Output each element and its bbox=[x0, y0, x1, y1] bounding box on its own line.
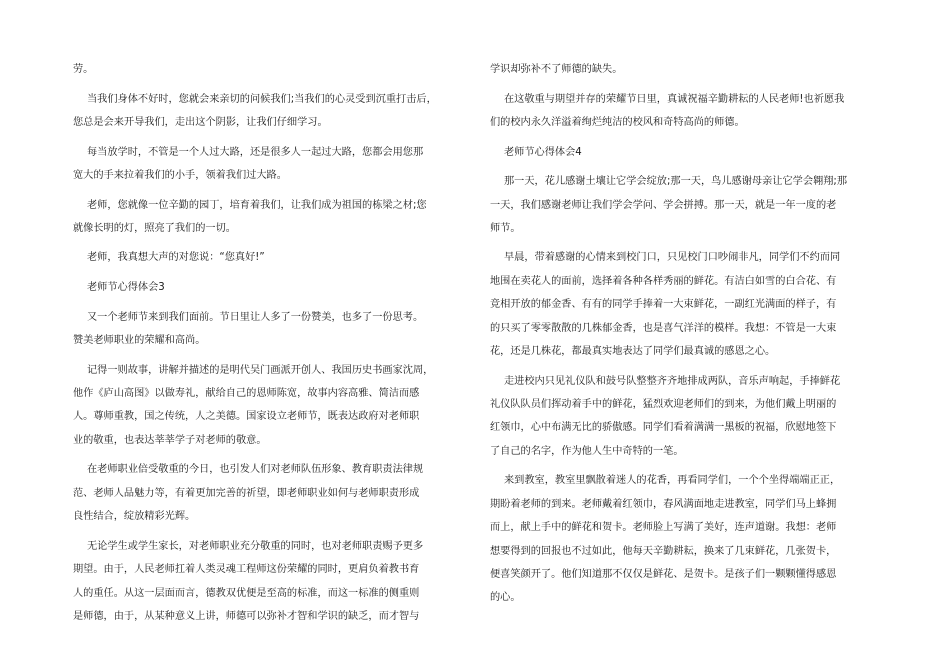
text-line: 们的校内永久洋溢着绚烂纯洁的校风和奇特高尚的师德。 bbox=[490, 116, 745, 128]
right-text-column bbox=[490, 58, 874, 610]
text-line: 礼仪队队员们挥动着手中的鲜花，猛烈欢迎老师们的到来，为他们戴上明丽的 bbox=[490, 399, 837, 411]
text-line: 当我们身体不好时，您就会来亲切的问候我们;当我们的心灵受到沉重打击后， bbox=[87, 93, 437, 105]
text-line: 赞美老师职业的荣耀和高尚。 bbox=[73, 335, 206, 347]
text-line: 便喜笑颜开了。他们知道那不仅仅是鲜花、是贺卡。是孩子们一颗颗懂得感恩 bbox=[490, 568, 837, 580]
text-line: 是师德，由于，从某种意义上讲，师德可以弥补才智和学识的缺乏，而才智与 bbox=[73, 610, 420, 622]
text-line: 而上，献上手中的鲜花和贺卡。老师脸上写满了美好，连声道谢。我想：老师 bbox=[490, 522, 837, 534]
text-line: 就像长明的灯，照亮了我们的一切。 bbox=[73, 222, 236, 234]
section-heading: 老师节心得体会3 bbox=[87, 282, 165, 294]
text-line: 的只买了零零散散的几株郁金香，也是喜气洋洋的模样。我想：不管是一大束 bbox=[490, 322, 837, 334]
text-line: 了自己的名字，作为他人生中奇特的一笔。 bbox=[490, 445, 684, 457]
text-line: 竞相开放的郁金香、有有的同学手捧着一大束鲜花，一副红光满面的样子，有 bbox=[490, 299, 837, 311]
text-line: 他作《庐山高图》以做寿礼，献给自己的恩师陈宽，故事内容高雅、简洁而感 bbox=[73, 388, 420, 399]
text-line: 劳。 bbox=[73, 64, 94, 75]
text-line: 无论学生或学生家长，对老师职业充分敬重的同时，也对老师职责赐予更多 bbox=[87, 540, 424, 552]
text-line: 的心。 bbox=[490, 592, 521, 604]
section-heading: 老师节心得体会4 bbox=[504, 146, 582, 158]
text-line: 师节。 bbox=[490, 222, 521, 234]
text-line: 宽大的手来拉着我们的小手，领着我们过大路。 bbox=[73, 169, 287, 181]
text-line: 人的重任。从这一层面而言，德教双优便是至高的标准，而这一标准的侧重则 bbox=[73, 587, 420, 599]
text-line: 老师，我真想大声的对您说：“您真好!” bbox=[87, 252, 265, 264]
text-line: 范、老师人品魅力等，有着更加完善的祈望，即老师职业如何与老师职责形成 bbox=[73, 487, 420, 499]
text-line: 早晨，带着感谢的心情来到校门口，只见校门口吵闹非凡，同学们不约而同 bbox=[504, 252, 841, 264]
text-line: 花，还是几株花，都最真实地表达了同学们最真诚的感恩之心。 bbox=[490, 346, 776, 358]
text-line: 记得一则故事，讲解并描述的是明代吴门画派开创人、我国历史书画家沈周， bbox=[87, 364, 434, 376]
text-line: 良性结合，绽放精彩光辉。 bbox=[73, 511, 196, 523]
left-text-column bbox=[73, 58, 457, 628]
text-line: 学识却弥补不了师德的缺失。 bbox=[490, 64, 623, 75]
text-line: 那一天，花儿感谢土壤让它学会绽放;那一天，鸟儿感谢母亲让它学会翱翔;那 bbox=[504, 176, 848, 188]
text-line: 每当放学时，不管是一个人过大路，还是很多人一起过大路，您都会用您那 bbox=[87, 146, 424, 158]
text-line: 您总是会来开导我们，走出这个阴影，让我们仔细学习。 bbox=[73, 116, 328, 128]
text-line: 期盼着老师的到来。老师戴着红领巾，春风满面地走进教室，同学们马上蜂拥 bbox=[490, 498, 837, 510]
text-line: 在这敬重与期望并存的荣耀节日里，真诚祝福辛勤耕耘的人民老师!也祈愿我 bbox=[504, 93, 845, 105]
text-line: 红领巾，心中布满无比的骄傲感。同学们看着满满一黑板的祝福，欣慰地签下 bbox=[490, 422, 837, 434]
text-line: 在老师职业倍受敬重的今日，也引发人们对老师队伍形象、教育职责法律规 bbox=[87, 464, 424, 476]
text-line: 又一个老师节来到我们面前。节日里让人多了一份赞美，也多了一份思考。 bbox=[87, 311, 424, 323]
text-line: 来到教室，教室里飘散着迷人的花香，再看同学们，一个个坐得端端正正， bbox=[504, 475, 841, 487]
text-line: 走进校内只见礼仪队和鼓号队整整齐齐地排成两队，音乐声响起，手捧鲜花 bbox=[504, 375, 841, 387]
text-line: 地围在卖花人的面前，选择着各种各样秀丽的鲜花。有洁白如雪的白合花、有 bbox=[490, 275, 837, 287]
text-line: 期望。由于，人民老师扛着人类灵魂工程师这份荣耀的同时，更肩负着教书育 bbox=[73, 564, 420, 576]
text-line: 老师，您就像一位辛勤的园丁，培育着我们，让我们成为祖国的栋梁之材;您 bbox=[87, 199, 427, 211]
text-line: 想要得到的回报也不过如此，他每天辛勤耕耘，换来了几束鲜花，几张贺卡， bbox=[490, 545, 837, 557]
text-line: 业的敬重，也表达莘莘学子对老师的敬意。 bbox=[73, 434, 267, 446]
text-line: 一天，我们感谢老师让我们学会学问、学会拼搏。那一天，就是一年一度的老 bbox=[490, 199, 837, 211]
text-line: 人。尊师重教，国之传统，人之美德。国家设立老师节，既表达政府对老师职 bbox=[73, 411, 420, 423]
